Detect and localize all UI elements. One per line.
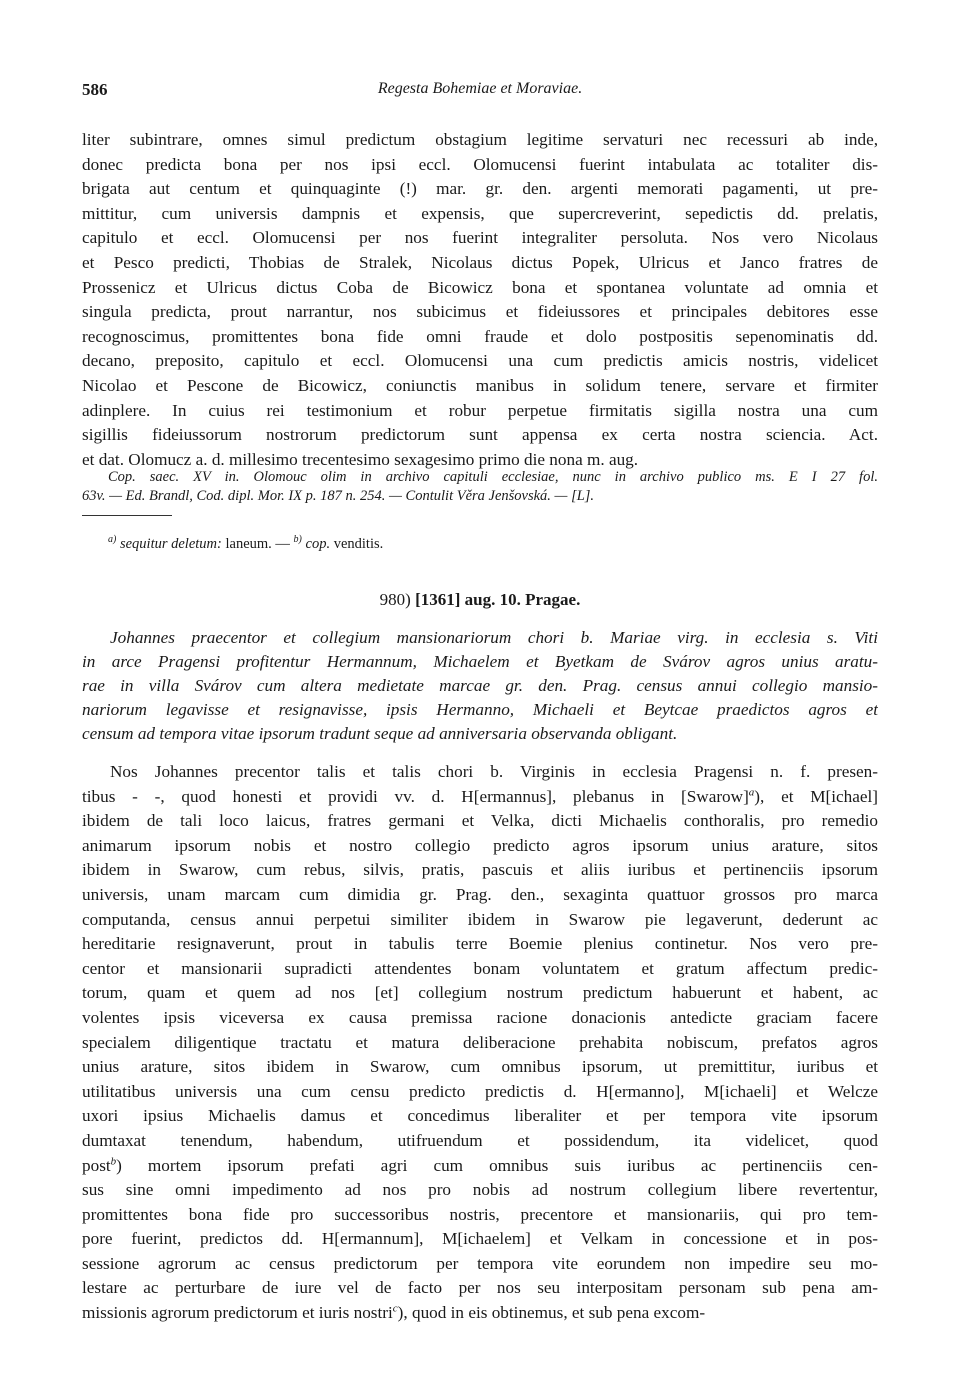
text-line: missionis agrorum predictorum et iuris nostri$^c$), quod in eis obtinemus, et sub pena excom-	[82, 1302, 706, 1323]
footnote-reference: a	[748, 785, 755, 798]
regest-summary	[82, 626, 878, 746]
text-line: brigata aut centum et quinquaginte (!) mar. gr. den. argenti memorati pagamenti, ut pre-	[82, 179, 878, 199]
text-line: mittitur, cum universis dampnis et expensis, que supercreverint, sepedictis dd. prelatis,	[82, 203, 878, 223]
footnote-apparatus	[108, 530, 383, 554]
text-line: volentes ipsis viceversa ex causa premissa racione donacionis antedicte graciam facere	[82, 1007, 878, 1027]
text-line: unius arature, sitos ibidem in Swarow, cum omnibus ipsorum, ut premittitur, iuribus et	[82, 1057, 878, 1077]
text-line: ibidem in Swarow, cum rebus, silvis, pratis, pascuis et aliis iuribus et pertinenciis ipsorum	[82, 860, 878, 880]
charter-text	[82, 760, 878, 1326]
text-line: donec predicta bona per nos ipsi eccl. Olomucensi fuerint intabulata ac totaliter dis-	[82, 154, 878, 174]
text-line: promittentes bona fide pro successoribus nostris, precentore et mansionariis, qui pro tem-	[82, 1204, 878, 1224]
document-number: 980)	[379, 590, 411, 609]
footnote-b-label: cop.	[305, 535, 331, 552]
text-line: sigillis fideiussorum nostrorum predictorum sunt appensa ex certa nostra sciencia. Act.	[82, 425, 878, 445]
text-line: computanda, census annui perpetui similiter ibidem in Swarow pie legaverunt, dederunt ac	[82, 909, 878, 929]
text-line: lestare ac perturbare de iure vel de facto per nos seu interpositam personam sub pena am-	[82, 1278, 878, 1298]
footnote-mark-a: a)	[108, 534, 117, 545]
footnote-reference: c	[392, 1302, 398, 1315]
text-line: universis, unam marcam cum dimidia gr. Prag. den., sexaginta quattuor grossos pro marca	[82, 884, 878, 904]
text-line: hereditarie resignaverunt, prout in tabulis terre Boemie plenius continetur. Nos vero pre-	[82, 934, 878, 954]
text-line: recognoscimus, promittentes bona fide omni fraude et dolo postpositis sepenominatis dd.	[82, 326, 878, 346]
text-line: Nos Johannes precentor talis et talis chori b. Virginis in ecclesia Pragensi n. f. presen-	[110, 762, 878, 781]
running-title: Regesta Bohemiae et Moraviae.	[377, 80, 583, 97]
document-date-place: [1361] aug. 10. Pragae.	[415, 590, 581, 609]
text-line: Prossenicz et Ulricus dictus Coba de Bicowicz bona et spontanea voluntate ad omnia et	[82, 277, 878, 297]
source-note	[82, 468, 878, 506]
text-line: pore fuerint, predictos dd. H[ermannum], M[ichaelem] et Velkam in concessione et in pos-	[82, 1229, 878, 1249]
regest-line: Johannes praecentor et collegium mansionariorum chori b. Mariae virg. in ecclesia s. Viti	[110, 628, 878, 647]
text-line: ibidem de tali loco laicus, fratres germani et Velka, dicti Michaelis conthoralis, pro remedio	[82, 811, 878, 831]
regest-line: nariorum legavisse et resignavisse, ipsis Hermanno, Michaeli et Beytcae praedictos agros et	[82, 700, 878, 719]
text-line: sus sine omni impedimento ad nos pro nobis ad nostrum collegium libere revertentur,	[82, 1180, 878, 1200]
text-line: capitulo et eccl. Olomucensi per nos fuerint integraliter persoluta. Nos vero Nicolaus	[82, 228, 878, 248]
text-line: singula predicta, prout narrantur, nos subicimus et fideiussores et principales debitores esse	[82, 302, 878, 322]
footnote-mark-b: b)	[293, 534, 302, 545]
text-line: Nicolao et Pescone de Bicowicz, coniunctis manibus in solidum tenere, servare et firmiter	[82, 375, 878, 395]
text-line: torum, quam et quem ad nos [et] collegium nostrum predictum habuerunt et habent, ac	[82, 983, 878, 1003]
page-header	[82, 80, 878, 106]
text-line: animarum ipsorum nobis et nostro collegio predicto agros ipsorum unius arature, sitos	[82, 835, 878, 855]
regest-line: rae in villa Svárov cum altera medietate marcae gr. den. Prag. census annui collegio mansio-	[82, 676, 878, 695]
footnote-a-text: laneum. —	[225, 535, 290, 552]
footnote-divider	[82, 515, 172, 516]
text-line: specialem diligentique tractatu et matura deliberacione prehabita nobiscum, prefatos agros	[82, 1032, 878, 1052]
text-line: decano, preposito, capitulo et eccl. Olomucensi una cum predictis amicis nostris, videlicet	[82, 351, 878, 371]
text-line: centor et mansionarii supradicti attendentes bonam voluntatem et gratum affectum predic-	[82, 958, 878, 978]
text-line: sessione agrorum ac census predictorum per tempora vite eorundem non impedire seu mo-	[82, 1253, 878, 1273]
footnote-reference: b	[110, 1154, 117, 1167]
page-number: 586	[82, 80, 108, 99]
continued-charter-text	[82, 128, 878, 472]
text-line: post$^b$) mortem ipsorum prefati agri cum omnibus suis iuribus ac pertinenciis cen-	[82, 1154, 878, 1175]
text-line: et Pesco predicti, Thobias de Stralek, Nicolaus dictus Popek, Ulricus et Janco fratres de	[82, 252, 878, 272]
text-line: uxori ipsius Michaelis damus et concedimus liberaliter et per tempora vite ipsorum	[82, 1106, 878, 1126]
text-line: et dat. Olomucz a. d. millesimo trecentesimo sexagesimo primo die nona m. aug.	[82, 449, 639, 469]
source-note-line: 63v. — Ed. Brandl, Cod. dipl. Mor. IX p. 187 n. 254. — Contulit Věra Jenšovská. — [L].	[82, 488, 595, 504]
text-line: dumtaxat tenendum, habendum, utifruendum et possidendum, ita videlicet, quod	[82, 1130, 878, 1150]
text-line: adinplere. In cuius rei testimonium et robur perpetue firmitatis sigilla nostra una cum	[82, 400, 878, 420]
regest-line: in arce Pragensi profitentur Hermannum, Michaelem et Byetkam de Svárov agros unius aratu-	[82, 652, 878, 671]
footnote-a-label: sequitur deletum:	[119, 535, 222, 552]
regest-line: censum ad tempora vitae ipsorum tradunt seque ad anniversaria observanda obligant.	[82, 724, 678, 743]
text-line: liter subintrare, omnes simul predictum obstagium legitime servaturi nec recessuri ab inde,	[82, 130, 878, 149]
text-line: tibus - -, quod honesti et providi vv. d. H[ermannus], plebanus in [Swarow]$^a$), et M[ichael]	[82, 785, 878, 806]
document-heading	[82, 590, 878, 610]
source-note-line: Cop. saec. XV in. Olomouc olim in archivo capituli ecclesiae, nunc in archivo publico ms. E I 27 fol.	[108, 469, 878, 485]
footnote-b-text: venditis.	[333, 535, 384, 552]
text-line: utilitatibus universis una cum censu predicto predictis d. H[ermanno], M[ichaeli] et Welcze	[82, 1081, 878, 1101]
